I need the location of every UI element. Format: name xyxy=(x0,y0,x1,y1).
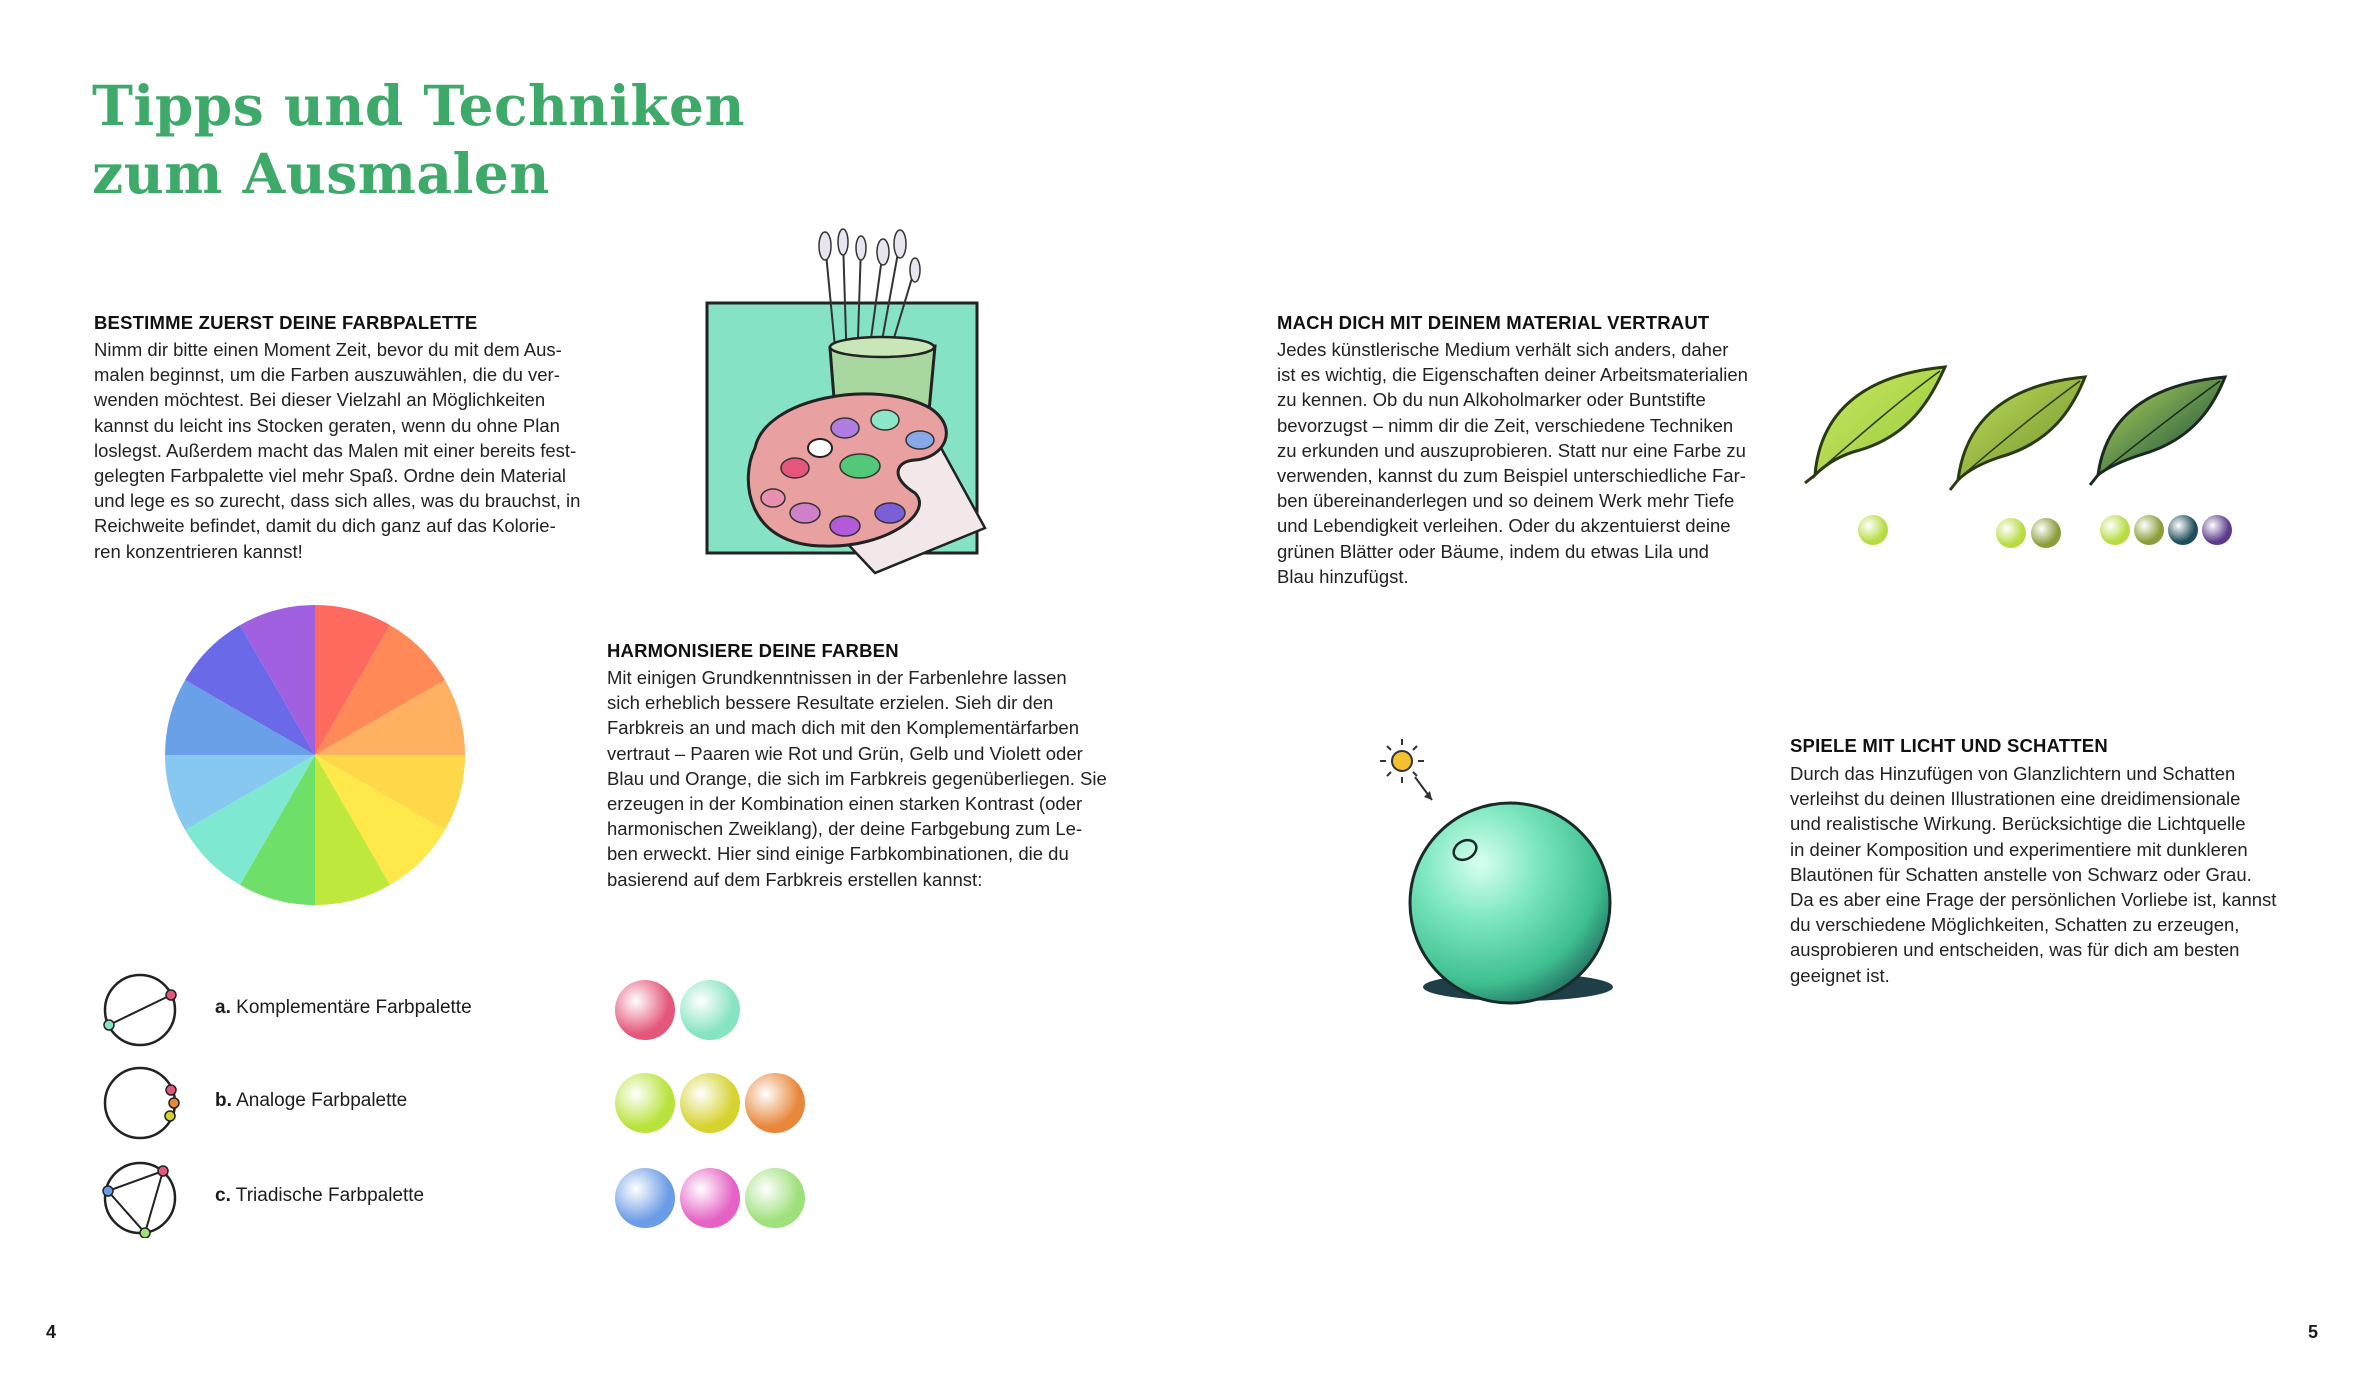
color-swatch xyxy=(2168,515,2198,545)
text-line: du verschiedene Möglichkeiten, Schatten zu erzeugen, xyxy=(1790,914,2240,936)
leaf-swatch-group-2 xyxy=(1996,518,2066,548)
section-body-licht-schatten xyxy=(1790,761,2276,988)
palette-label-complementary: a. Komplementäre Farbpalette xyxy=(215,997,472,1018)
text-line: gelegten Farbpalette viel mehr Spaß. Ordne dein Material xyxy=(94,465,567,487)
text-line: vertraut – Paaren wie Rot und Grün, Gelb und Violett oder xyxy=(607,742,1083,764)
paint-palette-illustration xyxy=(685,228,1005,588)
color-swatch xyxy=(615,980,675,1040)
text-line: ben übereinanderlegen und so deinem Werk mehr Tiefe xyxy=(1277,490,1735,512)
leaf-swatch-group-3 xyxy=(2100,515,2240,545)
text-line: grünen Blätter oder Bäume, indem du etwas Lila und xyxy=(1277,540,1709,562)
page-number-right: 5 xyxy=(2308,1322,2319,1342)
section-body-farbpalette xyxy=(94,337,580,564)
text-line: Blau und Orange, die sich im Farbkreis gegenüberliegen. Sie xyxy=(607,767,1107,789)
text-line: und Lebendigkeit verleihen. Oder du akzentuierst deine xyxy=(1277,515,1731,537)
color-swatch xyxy=(2134,515,2164,545)
text-line: Blau hinzufügst. xyxy=(1277,565,1409,587)
section-body-material xyxy=(1277,337,1748,589)
text-line: Reichweite befindet, damit du dich ganz auf das Kolorie- xyxy=(94,515,556,537)
text-line: ben erweckt. Hier sind einige Farbkombinationen, die du xyxy=(607,843,1069,865)
palette-row-triadic xyxy=(100,1158,520,1238)
palette-row-analogous xyxy=(100,1063,520,1143)
text-line: bevorzugst – nimm dir die Zeit, verschiedene Techniken xyxy=(1277,414,1734,436)
section-heading-harmonisieren: HARMONISIERE DEINE FARBEN xyxy=(607,640,899,661)
color-swatch xyxy=(680,1168,740,1228)
text-line: kannst du leicht ins Stocken geraten, wenn du ohne Plan xyxy=(94,414,560,436)
text-line: Da es aber eine Frage der persönlichen Vorliebe ist, kannst xyxy=(1790,889,2277,911)
leaf-3 xyxy=(2090,377,2225,485)
section-heading-farbpalette: BESTIMME ZUERST DEINE FARBPALETTE xyxy=(94,312,478,333)
text-line: sich erheblich bessere Resultate erzielen. Sieh dir den xyxy=(607,692,1054,714)
color-swatch xyxy=(2202,515,2232,545)
section-body-harmonisieren xyxy=(607,665,1107,892)
text-line: verwenden, kannst du zum Beispiel unterschiedliche Far- xyxy=(1277,465,1746,487)
text-line: ren konzentrieren kannst! xyxy=(94,540,303,562)
color-swatch xyxy=(1996,518,2026,548)
analogous-diagram-icon xyxy=(100,1063,180,1143)
section-heading-licht-schatten: SPIELE MIT LICHT UND SCHATTEN xyxy=(1790,735,2108,756)
page-title xyxy=(92,72,792,208)
text-line: zu kennen. Ob du nun Alkoholmarker oder Buntstifte xyxy=(1277,389,1706,411)
triadic-diagram-icon xyxy=(100,1158,180,1238)
text-line: Durch das Hinzufügen von Glanzlichtern und Schatten xyxy=(1790,763,2236,784)
analogous-swatches xyxy=(615,1073,815,1133)
text-line: basierend auf dem Farbkreis erstellen kannst: xyxy=(607,868,983,890)
section-heading-material: MACH DICH MIT DEINEM MATERIAL VERTRAUT xyxy=(1277,312,1710,333)
leaf-1 xyxy=(1805,367,1945,483)
sun-icon xyxy=(1380,739,1432,800)
color-swatch xyxy=(745,1073,805,1133)
palette-label-triadic: c. Triadische Farbpalette xyxy=(215,1185,425,1206)
color-swatch xyxy=(745,1168,805,1228)
palette-row-complementary xyxy=(100,970,520,1050)
color-swatch xyxy=(615,1168,675,1228)
text-line: loslegst. Außerdem macht das Malen mit einer bereits fest- xyxy=(94,439,577,461)
sphere-light-illustration xyxy=(1360,725,1660,1015)
color-swatch xyxy=(615,1073,675,1133)
text-line: Blautönen für Schatten anstelle von Schwarz oder Grau. xyxy=(1790,863,2252,885)
color-wheel xyxy=(160,600,470,910)
text-line: verleihst du deinen Illustrationen eine dreidimensionale xyxy=(1790,788,2241,810)
text-line: ausprobieren und entscheiden, was für dich am besten xyxy=(1790,939,2240,961)
palette-label-analogous: b. Analoge Farbpalette xyxy=(215,1090,408,1111)
title-line-2: zum Ausmalen xyxy=(92,141,550,206)
text-line: Mit einigen Grundkenntnissen in der Farbenlehre lassen xyxy=(607,667,1067,688)
text-line: in deiner Komposition und experimentiere mit dunkleren xyxy=(1790,838,2248,860)
color-swatch xyxy=(680,980,740,1040)
text-line: Nimm dir bitte einen Moment Zeit, bevor du mit dem Aus- xyxy=(94,339,562,360)
color-swatch xyxy=(2100,515,2130,545)
color-swatch xyxy=(2031,518,2061,548)
page-number-left: 4 xyxy=(46,1322,57,1342)
text-line: Farbkreis an und mach dich mit den Komplementärfarben xyxy=(607,717,1079,739)
text-line: ist es wichtig, die Eigenschaften deiner Arbeitsmaterialien xyxy=(1277,364,1748,386)
text-line: Jedes künstlerische Medium verhält sich anders, daher xyxy=(1277,339,1729,360)
text-line: und lege es so zurecht, dass sich alles, was du brauchst, in xyxy=(94,490,581,512)
color-swatch xyxy=(1858,515,1888,545)
color-swatch xyxy=(680,1073,740,1133)
complementary-diagram-icon xyxy=(100,970,180,1050)
text-line: harmonischen Zweiklang), der deine Farbgebung zum Le- xyxy=(607,818,1083,840)
title-line-1: Tipps und Techniken xyxy=(92,73,745,138)
text-line: geeignet ist. xyxy=(1790,964,1890,986)
text-line: und realistische Wirkung. Berücksichtige die Lichtquelle xyxy=(1790,813,2246,835)
text-line: wenden möchtest. Bei dieser Vielzahl an Möglichkeiten xyxy=(94,389,546,411)
leaf-2 xyxy=(1950,377,2085,490)
leaf-swatch-group-1 xyxy=(1858,515,1888,545)
triadic-swatches xyxy=(615,1168,815,1228)
text-line: erzeugen in der Kombination einen starken Kontrast (oder xyxy=(607,793,1083,815)
text-line: zu erkunden und auszuprobieren. Statt nur eine Farbe zu xyxy=(1277,439,1746,461)
complementary-swatches xyxy=(615,980,815,1040)
text-line: malen beginnst, um die Farben auszuwählen, die du ver- xyxy=(94,364,560,386)
